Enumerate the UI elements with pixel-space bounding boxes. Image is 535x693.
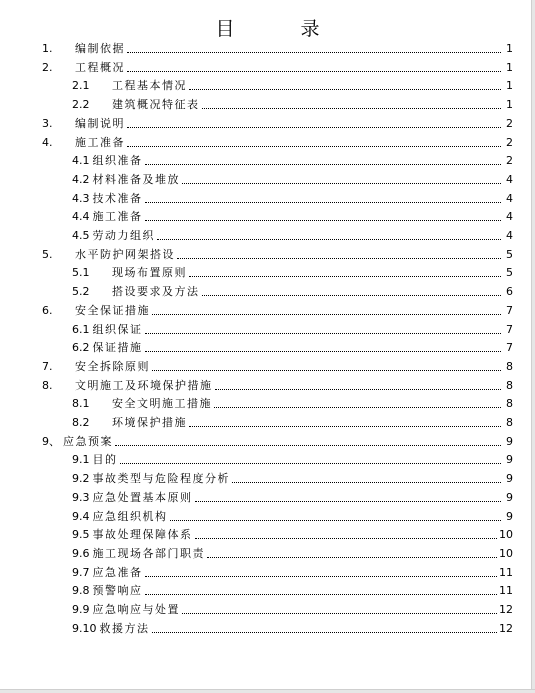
toc-entry[interactable] [0, 77, 535, 95]
toc-entry-label: 技术准备 [92, 191, 143, 205]
toc-entry-label: 水平防护网架搭设 [75, 247, 175, 261]
toc-entry-number: 9.3 [72, 490, 90, 504]
toc-entry-number: 9.5 [72, 528, 90, 542]
toc-dot-leader [215, 389, 502, 390]
toc-entry-page: 4 [506, 172, 513, 186]
toc-entry-number: 9.1 [72, 453, 90, 467]
toc-entry[interactable] [0, 395, 535, 413]
toc-entry-number: 9.10 [72, 621, 97, 635]
toc-entry-number: 3. [42, 116, 53, 130]
toc-dot-leader [115, 445, 501, 446]
toc-entry-page: 8 [506, 359, 513, 373]
toc-dot-leader [170, 520, 502, 521]
toc-entry-page: 9 [506, 434, 513, 448]
toc-entry[interactable] [0, 339, 535, 357]
toc-entry[interactable] [0, 451, 535, 469]
toc-entry-label: 施工现场各部门职责 [92, 546, 205, 560]
toc-dot-leader [127, 127, 501, 128]
toc-entry-label: 搭设要求及方法 [112, 285, 200, 299]
toc-entry-page: 7 [506, 322, 513, 336]
toc-entry-page: 10 [499, 528, 513, 542]
toc-dot-leader [177, 258, 501, 259]
toc-dot-leader [127, 52, 501, 53]
toc-entry-number: 4.1 [72, 154, 90, 168]
toc-entry-page: 9 [506, 472, 513, 486]
toc-entry[interactable] [0, 433, 535, 451]
toc-dot-leader [145, 220, 502, 221]
toc-entry[interactable] [0, 582, 535, 600]
toc-entry-number: 8. [42, 378, 53, 392]
toc-entry-number: 4.2 [72, 172, 90, 186]
toc-dot-leader [152, 314, 501, 315]
toc-entry-number: 9.7 [72, 565, 90, 579]
toc-entry[interactable] [0, 545, 535, 563]
toc-entry[interactable] [0, 321, 535, 339]
toc-entry[interactable] [0, 96, 535, 114]
toc-entry-number: 9.2 [72, 472, 90, 486]
toc-entry-number: 9.4 [72, 509, 90, 523]
toc-entry-number: 8.2 [72, 416, 90, 429]
toc-dot-leader [232, 482, 501, 483]
toc-dot-leader [120, 463, 502, 464]
toc-entry-number: 5. [42, 247, 53, 261]
toc-entry-label: 预警响应 [92, 584, 143, 598]
toc-entry-label: 施工准备 [75, 135, 125, 149]
toc-entry-page: 7 [506, 303, 513, 317]
toc-entry-number: 9.6 [72, 546, 90, 560]
toc-entry-page: 1 [506, 42, 513, 55]
toc-entry-page: 4 [506, 210, 513, 224]
toc-entry-label: 施工准备 [92, 210, 143, 224]
toc-title: 目 录 [215, 18, 350, 40]
toc-entry-number: 4.5 [72, 229, 90, 242]
toc-entry-label: 现场布置原则 [112, 266, 187, 280]
toc-entry-page: 2 [506, 116, 513, 130]
toc-entry-page: 9 [506, 453, 513, 467]
toc-entry-page: 9 [506, 490, 513, 504]
toc-entry[interactable] [0, 358, 535, 376]
toc-dot-leader [127, 71, 501, 72]
toc-entry-page: 7 [506, 341, 513, 355]
toc-entry-label: 文明施工及环境保护措施 [75, 378, 213, 392]
toc-entry-page: 10 [499, 546, 513, 560]
toc-entry-page: 2 [506, 154, 513, 168]
toc-entry-page: 1 [506, 79, 513, 93]
toc-dot-leader [145, 164, 502, 165]
toc-entry-label: 事故类型与危险程度分析 [92, 472, 230, 486]
toc-entry[interactable] [0, 40, 535, 58]
toc-entry-number: 5.2 [72, 285, 90, 299]
toc-entry-number: 2.1 [72, 79, 90, 93]
toc-entry-page: 4 [506, 191, 513, 205]
toc-entry[interactable] [0, 59, 535, 77]
toc-entry[interactable] [0, 302, 535, 320]
toc-entry-label: 建筑概况特征表 [112, 98, 200, 112]
toc-entry-page: 8 [506, 416, 513, 429]
toc-entry-page: 8 [506, 397, 513, 411]
toc-entry-label: 编制说明 [75, 116, 125, 130]
toc-dot-leader [182, 183, 501, 184]
toc-entry-label: 应急准备 [92, 565, 143, 579]
toc-entry[interactable] [0, 152, 535, 170]
toc-dot-leader [127, 146, 501, 147]
toc-dot-leader [189, 426, 501, 427]
toc-entry-label: 保证措施 [92, 341, 143, 355]
toc-dot-leader [145, 333, 502, 334]
toc-entry-page: 12 [499, 621, 513, 635]
toc-entry-label: 目的 [92, 453, 118, 467]
toc-entry-number: 2. [42, 60, 53, 74]
toc-entry-page: 9 [506, 509, 513, 523]
toc-dot-leader [145, 202, 502, 203]
toc-entry[interactable] [0, 564, 535, 582]
toc-entry[interactable] [0, 134, 535, 152]
toc-dot-leader [145, 576, 498, 577]
toc-entry-number: 8.1 [72, 397, 90, 411]
toc-entry-page: 12 [499, 603, 513, 616]
toc-entry-page: 5 [506, 266, 513, 280]
toc-dot-leader [214, 407, 501, 408]
toc-entry-number: 7. [42, 359, 53, 373]
toc-dot-leader [157, 239, 501, 240]
toc-entry-number: 5.1 [72, 266, 90, 280]
toc-entry[interactable] [0, 190, 535, 208]
toc-entry[interactable] [0, 508, 535, 526]
toc-dot-leader [195, 538, 498, 539]
toc-dot-leader [207, 557, 497, 558]
toc-entry[interactable] [0, 115, 535, 133]
toc-entry[interactable] [0, 171, 535, 189]
toc-entry-label: 安全保证措施 [75, 303, 150, 317]
toc-dot-leader [152, 370, 501, 371]
toc-dot-leader [189, 276, 501, 277]
toc-dot-leader [152, 632, 498, 633]
toc-entry-number: 9、 [42, 434, 60, 448]
toc-dot-leader [189, 89, 501, 90]
toc-entry-number: 4.3 [72, 191, 90, 205]
toc-entry-page: 1 [506, 60, 513, 74]
toc-entry[interactable] [0, 227, 535, 245]
toc-entry-number: 9.8 [72, 584, 90, 598]
toc-entry-label: 应急预案 [63, 434, 113, 448]
toc-entry-number: 6. [42, 303, 53, 317]
toc-entry-number: 6.2 [72, 341, 90, 355]
page-edge-bottom [0, 689, 535, 693]
toc-entry[interactable] [0, 246, 535, 264]
toc-entry-page: 2 [506, 135, 513, 149]
toc-entry-number: 9.9 [72, 603, 90, 616]
toc-entry-page: 1 [506, 98, 513, 112]
toc-entry-label: 劳动力组织 [92, 229, 155, 242]
toc-entry-number: 4. [42, 135, 53, 149]
toc-entry[interactable] [0, 377, 535, 395]
toc-entry-label: 环境保护措施 [112, 416, 187, 429]
toc-entry-label: 材料准备及堆放 [92, 172, 180, 186]
toc-entry-number: 6.1 [72, 322, 90, 336]
toc-dot-leader [145, 351, 502, 352]
toc-entry-label: 事故处理保障体系 [92, 528, 193, 542]
toc-entry[interactable] [0, 526, 535, 544]
toc-entry-number: 1. [42, 42, 53, 55]
toc-entry-label: 应急组织机构 [92, 509, 168, 523]
toc-dot-leader [145, 594, 498, 595]
toc-entry-page: 5 [506, 247, 513, 261]
toc-entry-number: 4.4 [72, 210, 90, 224]
toc-entry[interactable] [0, 264, 535, 282]
toc-entry[interactable] [0, 414, 535, 432]
toc-entry-label: 组织准备 [92, 154, 143, 168]
toc-dot-leader [195, 501, 502, 502]
toc-entry-label: 应急响应与处置 [92, 603, 180, 616]
toc-entry[interactable] [0, 283, 535, 301]
toc-entry-label: 安全拆除原则 [75, 359, 150, 373]
toc-entry[interactable] [0, 470, 535, 488]
toc-dot-leader [202, 108, 502, 109]
toc-entry-label: 安全文明施工措施 [112, 397, 212, 411]
toc-entry-label: 救援方法 [99, 621, 150, 635]
toc-entry[interactable] [0, 620, 535, 638]
toc-entry-label: 工程基本情况 [112, 79, 187, 93]
toc-entry-number: 2.2 [72, 98, 90, 112]
toc-entry[interactable] [0, 601, 535, 619]
toc-entry[interactable] [0, 489, 535, 507]
toc-entry-page: 4 [506, 229, 513, 242]
toc-entry[interactable] [0, 208, 535, 226]
toc-entry-label: 组织保证 [92, 322, 143, 336]
toc-entry-page: 8 [506, 378, 513, 392]
toc-entry-page: 6 [506, 285, 513, 299]
toc-entry-page: 11 [499, 584, 513, 598]
toc-dot-leader [202, 295, 502, 296]
toc-entry-page: 11 [499, 565, 513, 579]
toc-entry-label: 应急处置基本原则 [92, 490, 193, 504]
toc-entry-label: 编制依据 [75, 42, 125, 55]
toc-dot-leader [182, 613, 497, 614]
toc-entry-label: 工程概况 [75, 60, 125, 74]
